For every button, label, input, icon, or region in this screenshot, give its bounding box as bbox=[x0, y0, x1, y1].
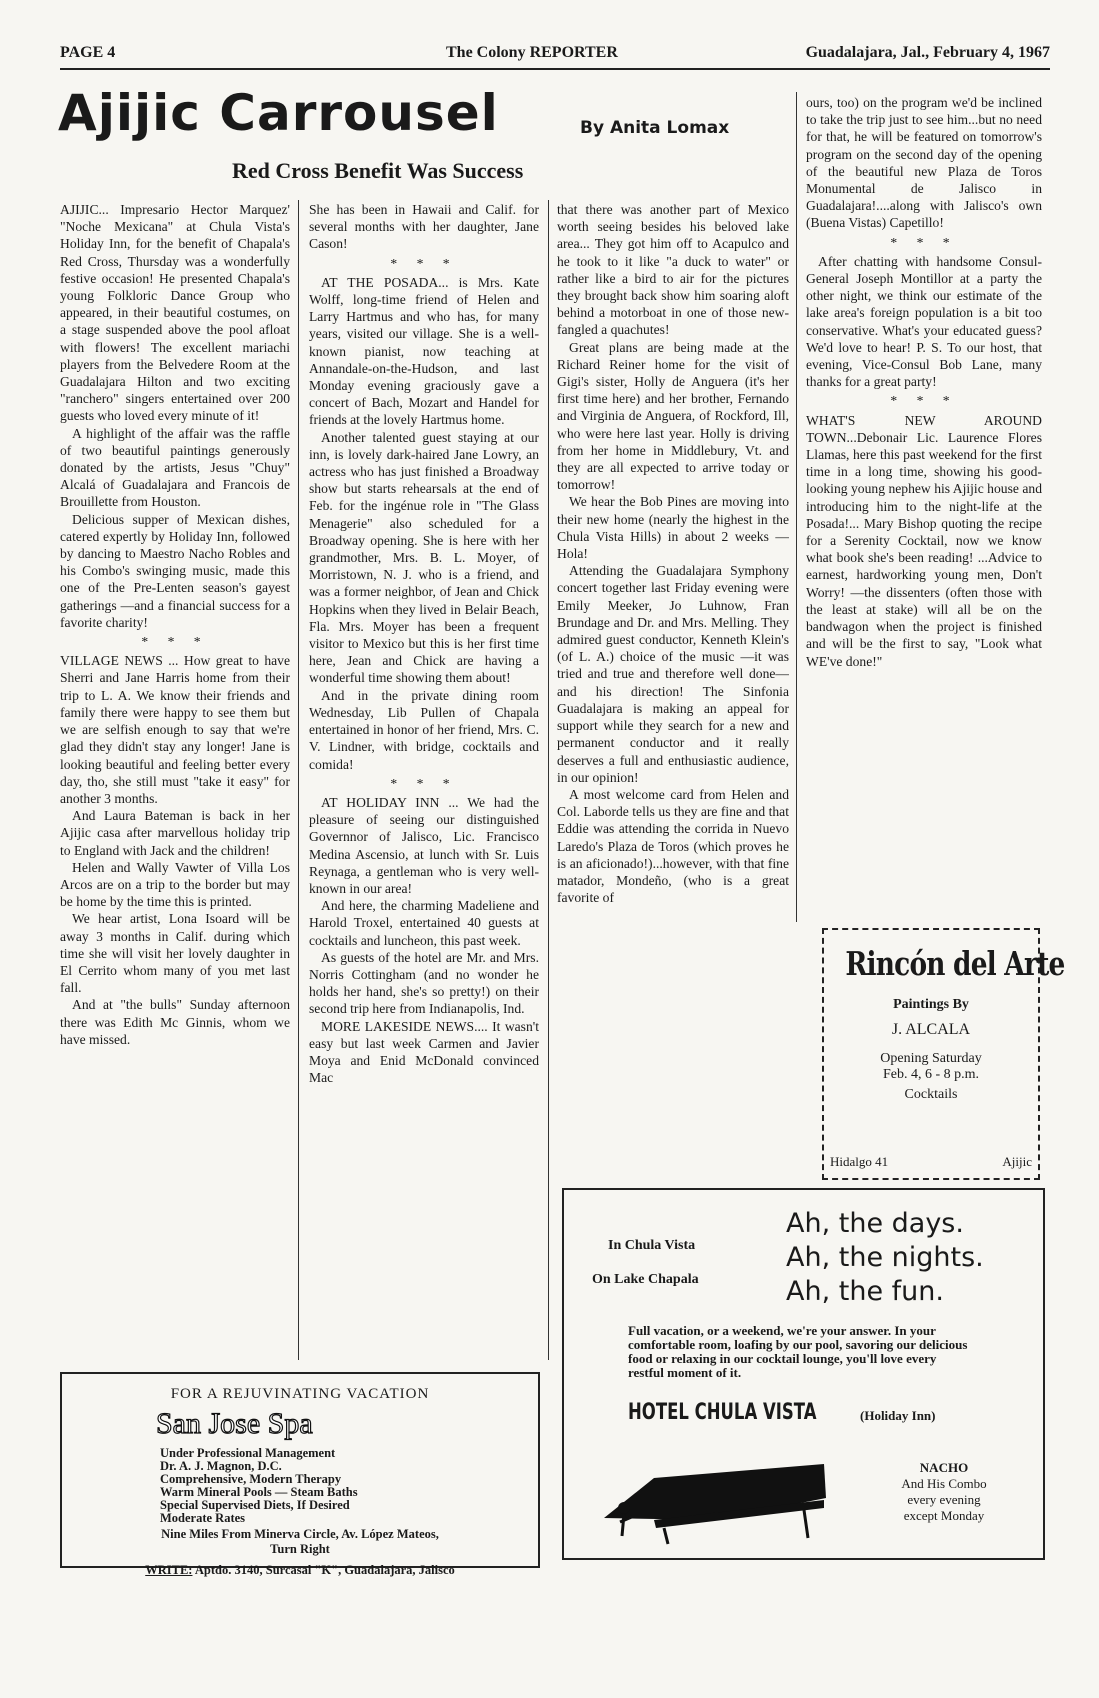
ad-line: Feb. 4, 6 - 8 p.m. bbox=[882, 1067, 980, 1082]
separator: * * * bbox=[890, 234, 958, 250]
paragraph: Attending the Guadalajara Symphony concert together last Friday evening were Emily Meeker, Jo Luhnow, Fran Brundage and Dr. and Mrs. Melling. They admired guest conductor, Kenneth Klein's (of L. A.) choice of the music —it was tried and true and therefore well done— and his direction! The Sinfonia Guadalajara is making an appeal for support while they search for a new and permanent conductor and it really deserves a full and enthusiastic audience, in our opinion! bbox=[557, 563, 789, 785]
ad-line: Nine Miles From Minerva Circle, Av. López Mateos, bbox=[161, 1527, 439, 1541]
spa-name: San Jose Spa bbox=[156, 1407, 313, 1440]
paragraph: We hear artist, Lona Isoard will be away 3 months in Calif. during which time she will visit her lovely daughter in El Cerrito whom many of you met last fall. bbox=[60, 911, 290, 996]
ad-line: Warm Mineral Pools — Steam Baths bbox=[160, 1485, 358, 1499]
article-column-3 bbox=[557, 201, 789, 1359]
hotel-name: HOTEL CHULA VISTA bbox=[628, 1400, 817, 1425]
separator: * * * bbox=[141, 634, 209, 650]
slogan: Ah, the days. bbox=[786, 1208, 964, 1239]
paragraph: And Laura Bateman is back in her Ajijic casa after marvellous holiday trip to England with Jack and the children! bbox=[60, 808, 290, 858]
paragraph: MORE LAKESIDE NEWS.... It wasn't easy but last week Carmen and Javier Moya and Enid McDonald convinced Mac bbox=[309, 1018, 539, 1086]
spa-address: Aptdo. 3140, Surcasal "K", Guadalajara, Jalisco bbox=[194, 1563, 455, 1577]
paragraph: We hear the Bob Pines are moving into their new home (nearly the highest in the Chula Vista Hills) in about 2 weeks —Hola! bbox=[557, 494, 789, 562]
ad-line: Moderate Rates bbox=[160, 1511, 246, 1525]
ad-line: Opening Saturday bbox=[880, 1051, 982, 1066]
hotel-chula-vista-ad bbox=[562, 1188, 1045, 1560]
ad-address: Hidalgo 41 bbox=[830, 1154, 889, 1169]
byline: By Anita Lomax bbox=[580, 118, 730, 138]
piano-icon bbox=[594, 1458, 834, 1546]
ad-line: Special Supervised Diets, If Desired bbox=[160, 1498, 350, 1512]
ad-line: Dr. A. J. Magnon, D.C. bbox=[160, 1459, 282, 1473]
article-column-4 bbox=[806, 94, 1042, 920]
separator: * * * bbox=[390, 255, 458, 271]
subhead: Red Cross Benefit Was Success bbox=[232, 158, 524, 183]
paragraph: that there was another part of Mexico worth seeing besides his beloved lake area... They got him off to Acapulco and he took to it like "a duck to water" or rather like a bird to air for the pictures they brought back show him soaring aloft behind a motorboat in one of those new-fangled a quachutes! bbox=[557, 202, 789, 338]
column-rule bbox=[298, 200, 299, 1360]
ad-line: Paintings By bbox=[893, 997, 969, 1012]
paragraph: As guests of the hotel are Mr. and Mrs. Norris Cottingham (and no wonder he holds her hand, she's so pretty!) on their second trip here from Indianapolis, Ind. bbox=[309, 949, 539, 1017]
column-rule bbox=[548, 200, 549, 1360]
paragraph: Great plans are being made at the Richard Reiner home for the visit of Gigi's sister, Holly de Anguera (it's her first time here) and her brother, Fernando and Virginia de Anguera, of Rockford, Ill, who were here last year. Holly is driving from her home in Middlebury, Vt. and they are all expected to arrive today or tomorrow! bbox=[557, 339, 789, 493]
ad-line: Cocktails bbox=[904, 1087, 958, 1102]
paragraph: A highlight of the affair was the raffle of two beautiful paintings generously donated by the artists, Jesus "Chuy" Alcalá of Guadalajara and Francois de Brouillette from Houston. bbox=[60, 425, 290, 510]
separator: * * * bbox=[390, 775, 458, 791]
paragraph: AT HOLIDAY INN ... We had the pleasure of seeing our distinguished Governnor of Jalisco, Lic. Francisco Medina Ascensio, at lunch with Sr. Luis Reynaga, a gentleman who is very well-known in our area! bbox=[309, 794, 539, 896]
write-label: WRITE: bbox=[145, 1563, 193, 1577]
headline-title: Ajijic Carrousel bbox=[58, 84, 499, 142]
ad-tagline: FOR A REJUVINATING VACATION bbox=[170, 1386, 430, 1402]
slogan: Ah, the fun. bbox=[786, 1276, 944, 1307]
paragraph: After chatting with handsome Consul-General Joseph Montillor at a party the other night, we think our estimate of the lake area's foreign population is a bit too conservative. What's your educated guess? We'd love to hear! P. S. To our host, that evening, Vice-Consul Bob Lane, many thanks for a great party! bbox=[806, 253, 1042, 390]
paragraph: VILLAGE NEWS ... How great to have Sherri and Jane Harris home from their trip to L. A. We know their friends and family there were happy to see them but we are selfish enough to say that we're glad they didn't stay any longer! Jane is looking beautiful and feeling better every day, tho, she still must "take it easy" for another 3 months. bbox=[60, 653, 290, 806]
hotel-sub: (Holiday Inn) bbox=[860, 1408, 936, 1423]
paragraph: Another talented guest staying at our inn, is lovely dark-haired Jane Lowry, an actress who has just finished a Broadway show but starts rehearsals at the end of Feb. for the ingénue role in "The Glass Menagerie" also scheduled for a Broadway opening. She is here with her grandmother, Mrs. B. L. Moyer, of Morristown, N. J. who is a friend, and was a former neighbor, of Jean and Chick Hopkins when they lived in Belair Beach, Fla. Mrs. Moyer has been a frequent visitor to Mexico but this is her first time here, Jean and Chick are having a wonderful time showing them about! bbox=[309, 429, 539, 686]
spa-details bbox=[62, 1447, 538, 1525]
paper-name: The Colony REPORTER bbox=[446, 44, 618, 61]
gallery-name: Rincón del Arte bbox=[845, 944, 1065, 983]
ad-line: Comprehensive, Modern Therapy bbox=[160, 1472, 342, 1486]
paragraph: AT THE POSADA... is Mrs. Kate Wolff, long-time friend of Helen and Larry Hartmus and who has, for many years, visited our village. She is a well-known pianist, now teaching at Annandale-on-the-Hudson, and last Monday evening graciously gave a concert of Bach, Mozart and Handel for friends at the lovely Hartmus home. bbox=[309, 274, 539, 428]
ad-line: Under Professional Management bbox=[160, 1446, 336, 1460]
rincon-del-arte-ad bbox=[822, 928, 1065, 1180]
paragraph: AJIJIC... Impresario Hector Marquez' "Noche Mexicana" at Chula Vista's Holiday Inn, for the benefit of Chapala's Red Cross, Thursday was a wonderfully festive occasion! He presented Chapala's young Folkloric Dance Group who appeared, in their beautiful costumes, on a stage suspended above the pool afloat with flowers! The excellent mariachi players from the Belvedere Room at the Guadalajara Hilton and two exciting "ranchero" singers entertained over 200 guests who loved every minute of it! bbox=[60, 202, 290, 424]
ad-line: On Lake Chapala bbox=[592, 1272, 699, 1287]
page-number: PAGE 4 bbox=[60, 44, 116, 61]
column-rule bbox=[796, 92, 797, 922]
article-column-1 bbox=[60, 201, 290, 1359]
ad-line: Turn Right bbox=[270, 1542, 330, 1556]
paragraph: WHAT'S NEW AROUND TOWN...Debonair Lic. Laurence Flores Llamas, here this past weekend for the first time in a long time, showing his good-looking young nephew his Ajijic house and introducing him to the night-life at the Posada!... Mary Bishop quoting the recipe for a Serenity Cocktail, now we know what book she's been reading! ...Advice to earnest, hardworking young men, Don't Worry! —the dissenters (often those with the least at stake) will all be on the bandwagon when the project is finished and will be the first to say, "Look what WE've done!" bbox=[806, 412, 1042, 669]
paragraph: Delicious supper of Mexican dishes, catered expertly by Holiday Inn, followed by dancing to Maestro Nacho Robles and his Combo's swinging music, made this one of the Pre-Lenten season's gayest gatherings —and a financial success for a favorite charity! bbox=[60, 511, 290, 630]
article-column-2 bbox=[309, 201, 539, 1359]
san-jose-spa-ad bbox=[60, 1372, 540, 1577]
paragraph: And at "the bulls" Sunday afternoon there was Edith Mc Ginnis, whom we have missed. bbox=[60, 997, 290, 1047]
ad-line: In Chula Vista bbox=[608, 1238, 696, 1253]
ad-line: every evening bbox=[907, 1492, 981, 1507]
paragraph: And here, the charming Madeliene and Harold Troxel, entertained 40 guests at cocktails and luncheon, this past week. bbox=[309, 898, 539, 948]
masthead bbox=[60, 44, 1050, 70]
ad-body: Full vacation, or a weekend, we're your answer. In your comfortable room, loafing by our pool, savoring our delicious food or relaxing in our cocktail lounge, you'll love every restful moment of it. bbox=[628, 1323, 968, 1380]
artist-name: J. ALCALA bbox=[891, 1021, 971, 1038]
ad-line: NACHO bbox=[919, 1460, 969, 1475]
ad-town: Ajijic bbox=[1002, 1154, 1032, 1169]
paragraph: ours, too) on the program we'd be inclined to take the trip just to see him...but no need for that, he will be featured on tomorrow's program on the second day of the opening of the beautiful new Plaza de Toros Monumental de Jalisco in Guadalajara!....along with Jalisco's own (Buena Vistas) Capetillo! bbox=[806, 95, 1042, 231]
paragraph: And in the private dining room Wednesday, Lib Pullen of Chapala entertained in honor of her friend, Mrs. C. V. Lindner, with bridge, cocktails and comida! bbox=[309, 687, 539, 772]
ad-line: except Monday bbox=[903, 1508, 985, 1523]
slogan: Ah, the nights. bbox=[786, 1242, 984, 1273]
paragraph: Helen and Wally Vawter of Villa Los Arcos are on a trip to the border but may be home by the time this is printed. bbox=[60, 859, 290, 910]
paragraph: She has been in Hawaii and Calif. for several months with her daughter, Jane Cason! bbox=[309, 202, 539, 252]
paragraph: A most welcome card from Helen and Col. Laborde tells us they are fine and that Eddie was attending the corrida in Nuevo Laredo's Plaza de Toros (which proves he is an aficionado!)...however, with that fine matador, Mondeño, (who is a great favorite of bbox=[557, 786, 789, 906]
ad-line: And His Combo bbox=[901, 1476, 987, 1491]
separator: * * * bbox=[890, 393, 958, 409]
dateline: Guadalajara, Jal., February 4, 1967 bbox=[805, 44, 1050, 61]
